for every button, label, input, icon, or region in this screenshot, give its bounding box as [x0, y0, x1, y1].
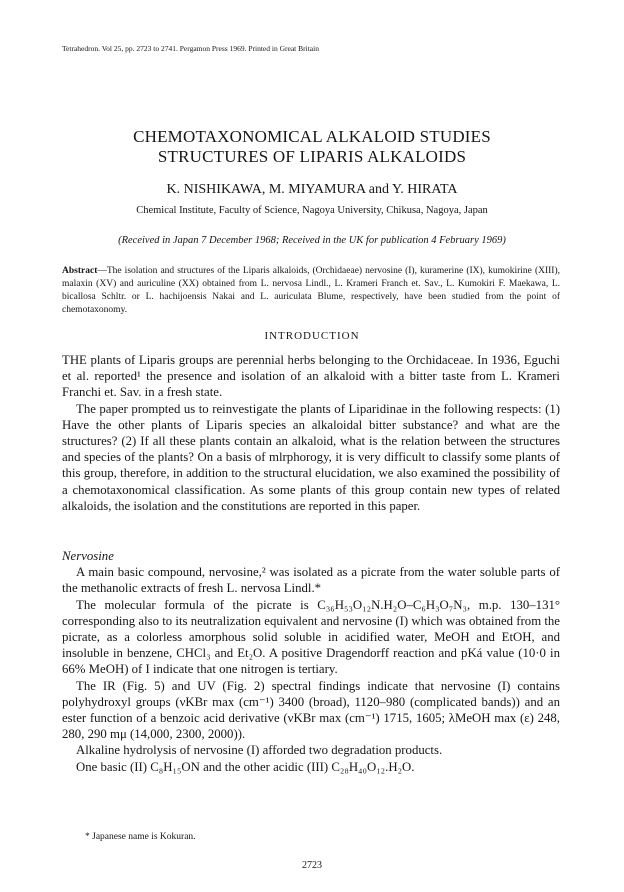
paper-title [0, 127, 624, 167]
received-dates: (Received in Japan 7 December 1968; Received in the UK for publication 4 February 1969) [118, 235, 506, 246]
introduction-body [62, 352, 560, 514]
intro-paragraph-1: THE plants of Liparis groups are perennial herbs belonging to the Orchidaceae. In 1936, Eguchi et al. reported¹ the presence and isolation of an alkaloid with a bitter taste from L. Krameri Franchi et. Sav. in a fresh state. [62, 353, 560, 400]
intro-paragraph-2: The paper prompted us to reinvestigate the plants of Liparidinae in the following respects: (1) Have the other plants of Liparis species an alkaloidal bitter substance? and what are the structures? (2) If all these plants contain an alkaloid, what is the relation between the structures and species of the plants? On a basis of mlrphorogy, it is very difficult to classify some plants of this group, therefore, in addition to the structural elucidation, we also examined the possibility of a chemotaxonomical classification. As some plants of this group contain new types of related alkaloids, the isolation and the constitutions are reported in this paper. [62, 401, 560, 513]
abstract [62, 265, 560, 317]
abstract-text: —The isolation and structures of the Liparis alkaloids, (Orchidaeae) nervosine (I), kuramerine (IX), kumokirine (XIII), malaxin (XV) and auriculine (XX) obtained from L. nervosa Lindl., L. Krameri Franch et. Sav., L. Kumokiri F. Maekawa, L. bicallosa Schltr. or L. hachijoensis Nakai and L. auriculata Blume, respectively, have been studied from the point of chemotaxonomy. [62, 266, 560, 315]
nervosine-paragraph-3: The IR (Fig. 5) and UV (Fig. 2) spectral findings indicate that nervosine (I) contains polyhydroxyl groups (νKBr max (cm⁻¹) 3400 (broad), 1120–980 (complicated bands)) and an ester function of a benzoic acid derivative (νKBr max (cm⁻¹) 1715, 1605; λMeOH max (ε) 248, 280, 290 mμ (14,000, 2300, 2000)). [62, 678, 560, 742]
page-number: 2723 [302, 860, 322, 871]
nervosine-paragraph-1: A main basic compound, nervosine,² was isolated as a picrate from the water soluble parts of the methanolic extracts of fresh L. nervosa Lindl.* [62, 565, 560, 596]
nervosine-section [62, 548, 560, 775]
title-line-2: STRUCTURES OF LIPARIS ALKALOIDS [157, 147, 467, 166]
title-line-1: CHEMOTAXONOMICAL ALKALOID STUDIES [133, 127, 491, 146]
nervosine-paragraph-2: The molecular formula of the picrate is C₃₆H₅₃O₁₂N.H₂O–C₆H₃O₇N₃, m.p. 130–131° corresponding also to its neutralization equivalent and nervosine (I) which was obtained from the picrate, as a colorless amorphous solid soluble in acidified water, MeOH and EtOH, and insoluble in benzene, CHCl₃ and Et₂O. A positive Dragendorff reaction and pKá value (10·0 in 66% MeOH) of I indicate that one nitrogen is tertiary. [62, 597, 560, 677]
authors: K. NISHIKAWA, M. MIYAMURA and Y. HIRATA [166, 182, 458, 197]
introduction-heading: INTRODUCTION [264, 330, 360, 342]
abstract-label: Abstract [62, 266, 98, 276]
institution: Chemical Institute, Faculty of Science, Nagoya University, Chikusa, Nagoya, Japan [136, 205, 488, 216]
footnote: * Japanese name is Kokuran. [85, 832, 196, 842]
nervosine-paragraph-4: Alkaline hydrolysis of nervosine (I) afforded two degradation products. [76, 743, 443, 758]
journal-header: Tetrahedron. Vol 25, pp. 2723 to 2741. Pergamon Press 1969. Printed in Great Britain [62, 44, 319, 53]
nervosine-paragraph-5: One basic (II) C₈H₁₅ON and the other acidic (III) C₂₈H₄₀O₁₂.H₂O. [76, 759, 415, 774]
nervosine-heading: Nervosine [62, 549, 114, 563]
